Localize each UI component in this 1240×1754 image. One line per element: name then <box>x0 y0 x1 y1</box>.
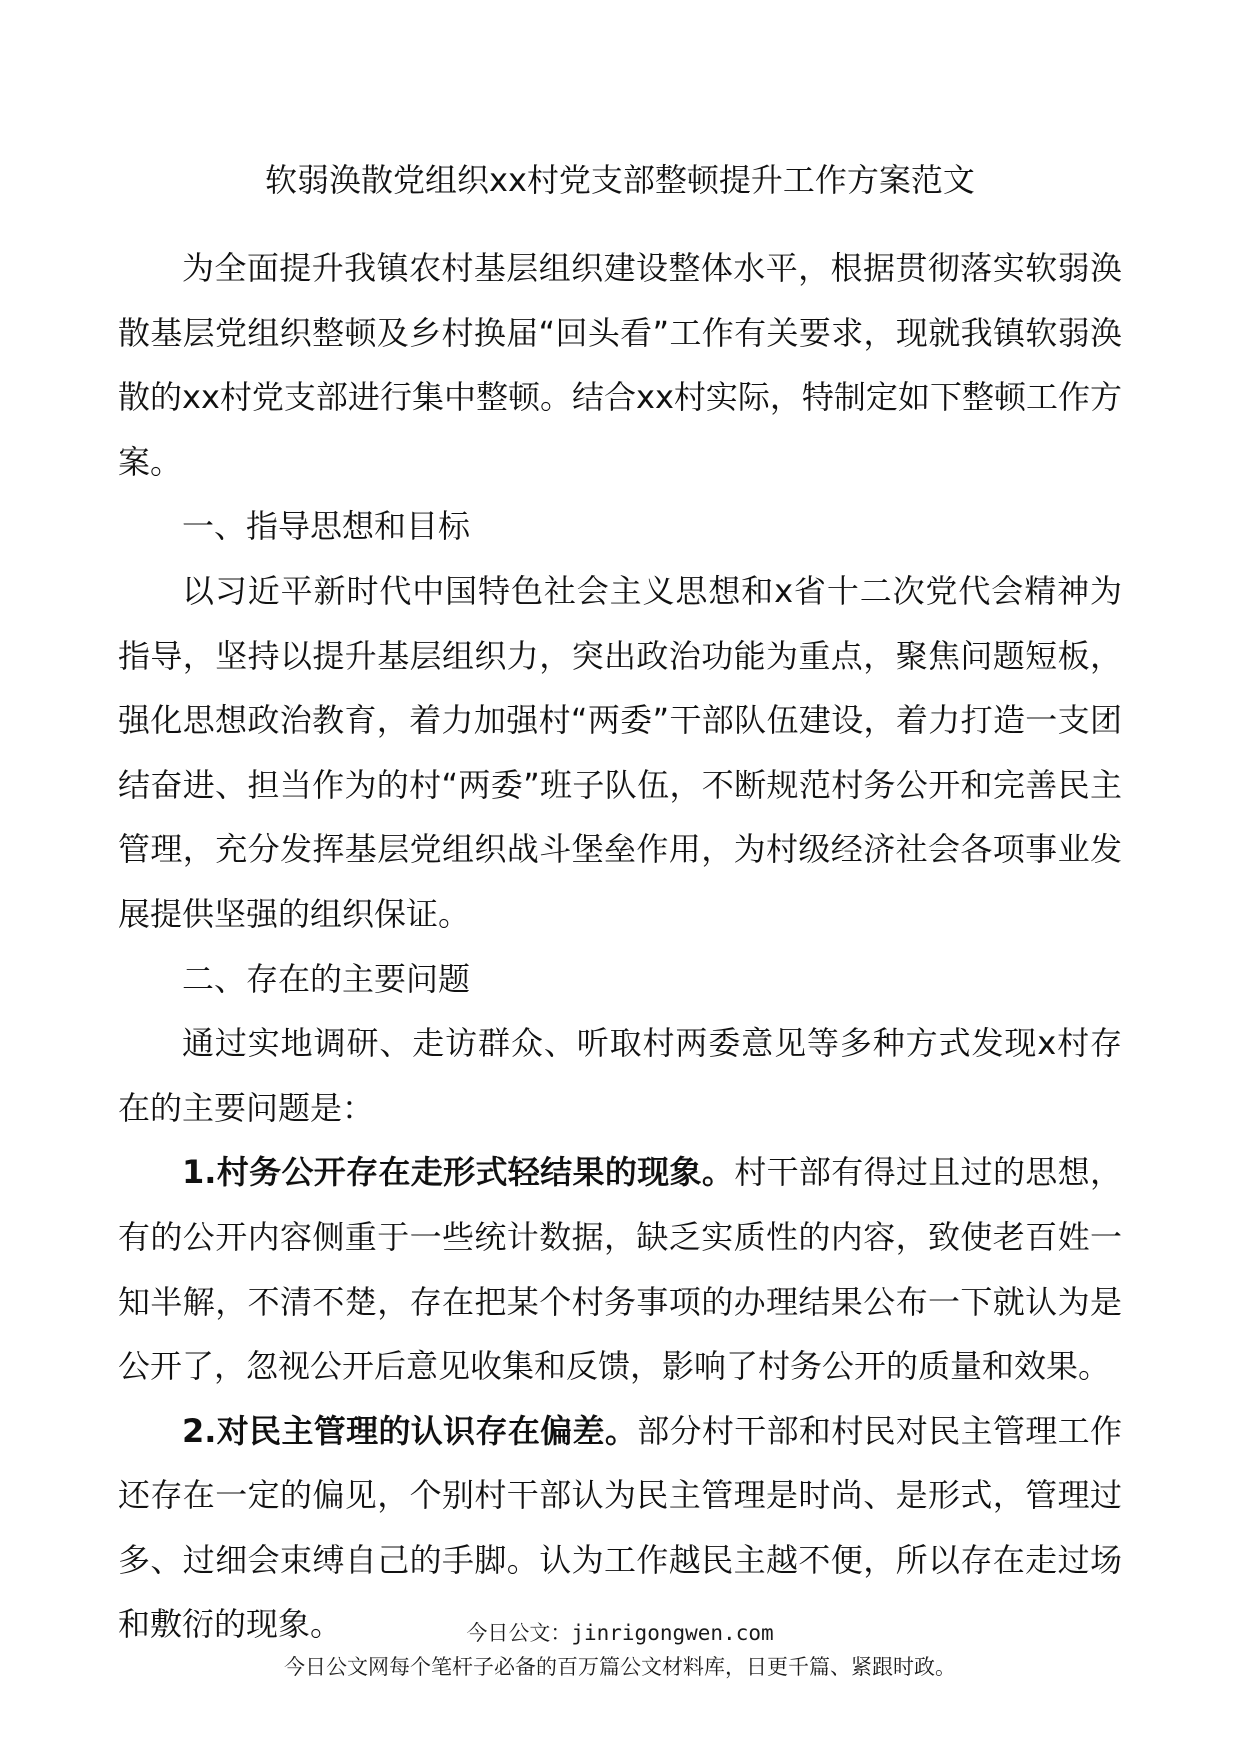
document-body <box>118 236 1122 1657</box>
section-heading-main-problems: 二、存在的主要问题 <box>182 959 471 998</box>
footer-slogan: 今日公文网每个笔杆子必备的百万篇公文材料库，日更千篇、紧跟时政。 <box>284 1655 956 1679</box>
footer-source-label: 今日公文： <box>466 1621 572 1645</box>
problem-2-lead: 2.对民主管理的认识存在偏差。 <box>182 1411 638 1450</box>
footer-source-link[interactable]: jinrigongwen.com <box>571 1621 774 1645</box>
paragraph-problems-intro: 通过实地调研、走访群众、听取村两委意见等多种方式发现x村存在的主要问题是： <box>118 1024 1122 1127</box>
paragraph-intro: 为全面提升我镇农村基层组织建设整体水平，根据贯彻落实软弱涣散基层党组织整顿及乡村换届“回头看”工作有关要求，现就我镇软弱涣散的xx村党支部进行集中整顿。结合xx村实际，特制定如下整顿工作方案。 <box>118 249 1122 481</box>
problem-1-lead: 1.村务公开存在走形式轻结果的现象。 <box>182 1153 735 1192</box>
problem-1-text: 村干部有得过且过的思想，有的公开内容侧重于一些统计数据，缺乏实质性的内容，致使老百姓一知半解，不清不楚，存在把某个村务事项的办理结果公布一下就认为是公开了，忽视公开后意见收集和反馈，影响了村务公开的质量和效果。 <box>118 1153 1122 1386</box>
problem-2-text: 部分村干部和村民对民主管理工作还存在一定的偏见，个别村干部认为民主管理是时尚、是形式，管理过多、过细会束缚自己的手脚。认为工作越民主越不便，所以存在走过场和敷衍的现象。 <box>118 1411 1122 1644</box>
section-heading-guiding-thought: 一、指导思想和目标 <box>182 507 471 546</box>
paragraph-problem-1 <box>118 1140 1122 1398</box>
paragraph-guiding-thought: 以习近平新时代中国特色社会主义思想和x省十二次党代会精神为指导，坚持以提升基层组织力，突出政治功能为重点，聚焦问题短板，强化思想政治教育，着力加强村“两委”干部队伍建设，着力打造一支团结奋进、担当作为的村“两委”班子队伍，不断规范村务公开和完善民主管理，充分发挥基层党组织战斗堡垒作用，为村级经济社会各项事业发展提供坚强的组织保证。 <box>118 571 1122 933</box>
document-title: 软弱涣散党组织xx村党支部整顿提升工作方案范文 <box>265 161 975 199</box>
page-footer <box>0 1616 1240 1684</box>
footer-source-line <box>0 1616 1240 1650</box>
